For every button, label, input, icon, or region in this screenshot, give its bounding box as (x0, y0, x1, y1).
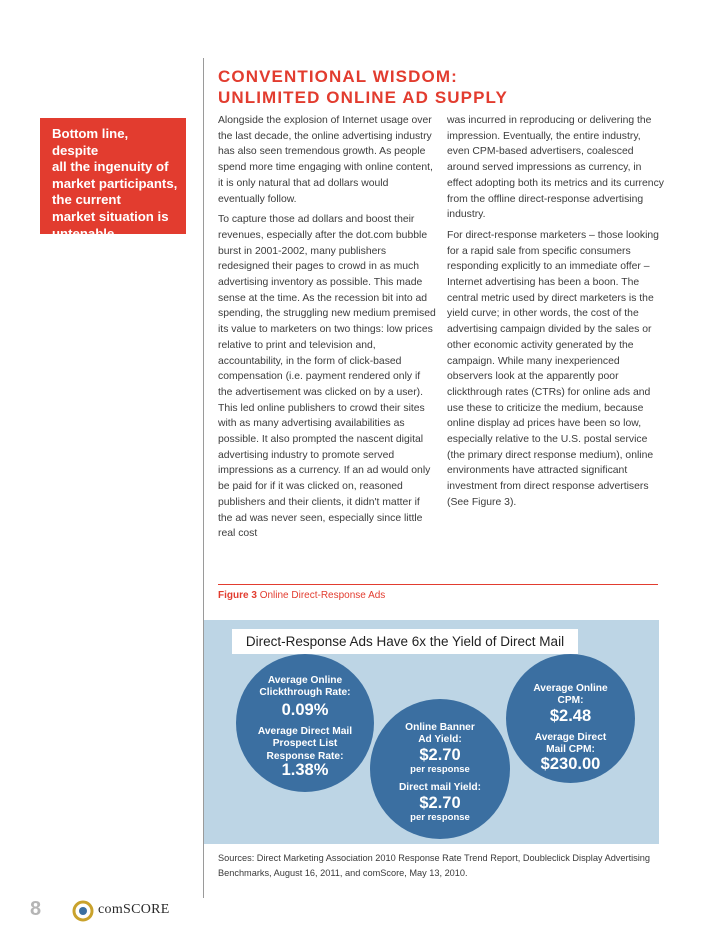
section-heading (218, 66, 508, 108)
label-line: Mail CPM: (546, 744, 595, 756)
online-cpm-value: $2.48 (549, 707, 592, 725)
pull-quote (40, 118, 186, 241)
ctr-value: 0.09% (281, 701, 329, 719)
label-line: Average Online (533, 683, 608, 694)
paragraph: For direct-response marketers – those looking for a rapid sale from specific consumers responding explicitly to an immediate offer – Internet advertising has been a boon. The central metric used by direct marketers is the yield curve; in other words, the cost of the advertising campaign divided by the sales or other economic activity generated by the campaign. While many inexperienced observers look at the apparently poor clickthrough rates (CTRs) for online ads and use these to criticize the medium, because online display ad prices have been so low, especially relative to the U.S. postal service (the primary direct response medium), online environments have attracted significant investment from direct response advertisers (See Figure 3). (447, 229, 659, 508)
paragraph: Alongside the explosion of Internet usage over the last decade, the online advertising industry has also seen tremendous growth. As people spend more time engaging with online content, it is only natural that ad dollars would eventually follow. (218, 115, 433, 205)
pull-quote-line: untenable. (52, 225, 118, 241)
banner-yield-value: $2.70 (419, 746, 461, 764)
mail-cpm-label (506, 732, 635, 757)
body-column-1 (218, 113, 436, 547)
logo-text: comSCORE (98, 902, 170, 917)
figure-sources: Sources: Direct Marketing Association 2010 Response Rate Trend Report, Doubleclick Display Advertising Benchmarks, August 16, 2011, and comScore, May 13, 2010. (218, 853, 651, 878)
label-line: Prospect List (272, 738, 338, 750)
page-number: 8 (30, 898, 42, 920)
label-line: CPM: (557, 695, 584, 707)
figure-caption-text: Online Direct-Response Ads (259, 590, 386, 601)
comscore-logo-icon (72, 900, 94, 922)
figure-rule (218, 584, 658, 585)
mail-yield-unit: per response (410, 812, 470, 823)
pull-quote-line: Bottom line, despite (52, 126, 129, 158)
pull-quote-line: market participants, (52, 175, 178, 191)
pull-quote-line: all the ingenuity of (52, 159, 169, 175)
pull-quote-line: market situation is (52, 208, 169, 224)
mail-cpm-value: $230.00 (540, 755, 601, 773)
paragraph: To capture those ad dollars and boost their revenues, especially after the dot.com bubble burst in 2001-2002, many publishers redesigned their pages to crowd in as much advertising inventory as possible. This made sense at the time. As the recession bit into ad spending, the struggling new medium premised its value to marketers on two things: low prices relative to print and television and, accountability, in the form of click-based compensation (i.e. payment rendered only if the advertisement was clicked on by a user). This led online publishers to crowd their sites with as many advertising availabilities as possible. It also prompted the nascent digital advertising industry to promote served impressions as a currency. If an ad would only be paid for if it was clicked on, reasoned publishers and their clients, it didn't matter if the ad was never seen, especially since little real cost (218, 214, 436, 540)
mail-yield-value: $2.70 (419, 794, 461, 812)
mail-response-value: 1.38% (281, 761, 329, 779)
banner-yield-label (370, 722, 510, 747)
label-line: Clickthrough Rate: (259, 687, 351, 699)
circle-yields (370, 699, 510, 839)
label-line: Average Online (267, 675, 343, 686)
label-line: Response Rate: (266, 750, 344, 762)
label-line: Ad Yield: (418, 734, 462, 746)
comscore-logo (72, 900, 168, 922)
heading-line-1: CONVENTIONAL WISDOM: (218, 67, 458, 86)
body-column-2 (447, 113, 665, 516)
mail-response-label (236, 726, 374, 763)
label-line: Average Direct (534, 732, 607, 743)
figure-caption (218, 590, 385, 601)
paragraph: was incurred in reproducing or delivering the impression. Eventually, the entire industry, even CPM-based advertisers, coalesced around served impressions as currency, in effect adopting both its metrics and its currency from the offline direct-response advertising industry. (447, 115, 664, 221)
circle-response-rates (236, 654, 374, 792)
label-line: Online Banner (405, 722, 475, 733)
figure-title: Direct-Response Ads Have 6x the Yield of Direct Mail (232, 629, 578, 654)
banner-yield-unit: per response (410, 764, 470, 775)
ctr-label (236, 675, 374, 700)
circle-cpm (506, 654, 635, 783)
pull-quote-line: the current (52, 192, 121, 208)
label-line: Average Direct Mail (257, 726, 353, 737)
heading-line-2: UNLIMITED ONLINE AD SUPPLY (218, 88, 508, 107)
figure-label: Figure 3 (218, 590, 257, 601)
online-cpm-label (506, 683, 635, 708)
mail-yield-label: Direct mail Yield: (398, 782, 482, 793)
